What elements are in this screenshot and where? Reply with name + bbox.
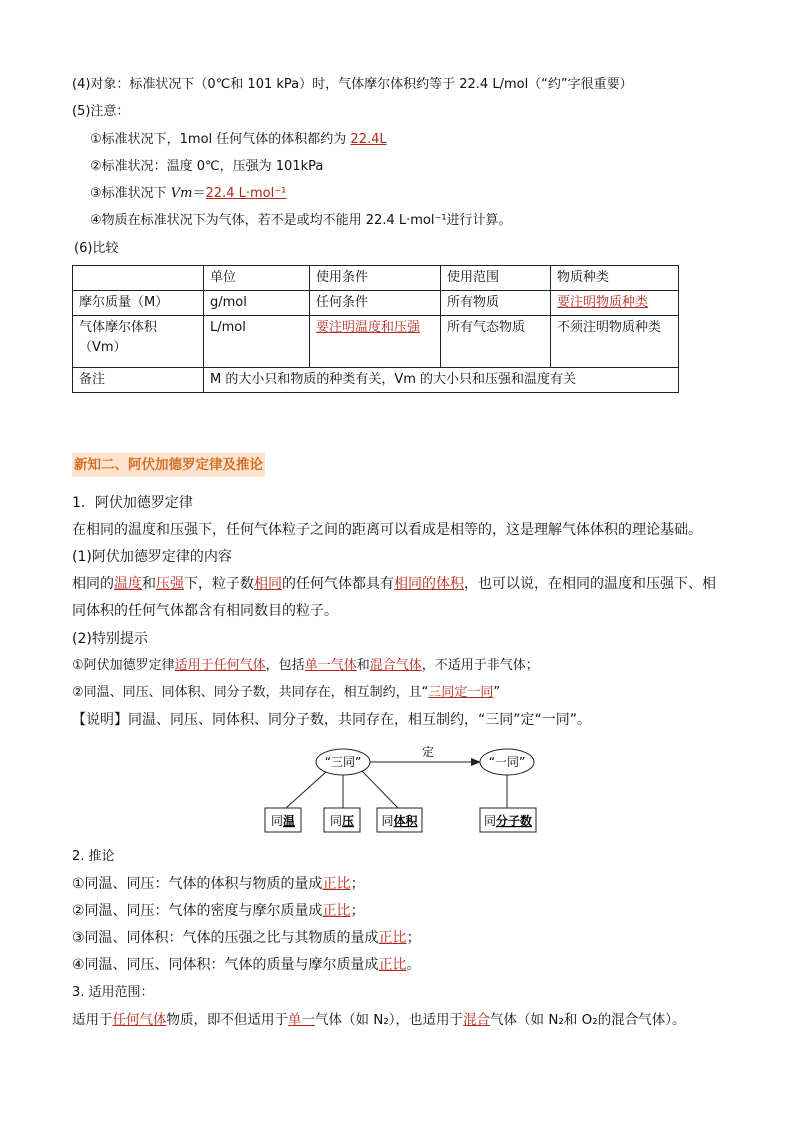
box-temp-label: 同温: [270, 814, 296, 828]
table-header-cell: [73, 266, 204, 291]
table-row: [73, 291, 679, 316]
note-item-3-text: ③标准状况下: [90, 186, 171, 201]
table-cell-highlight: 要注明温度和压强: [316, 320, 421, 335]
note-item-4-text: ④物质在标准状况下为气体，若不是或均不能用 22.4 L·mol⁻¹进行计算。: [90, 213, 512, 228]
tip-1: [72, 657, 539, 675]
text-seg: ；: [350, 876, 365, 892]
text-seg: 物质，即不但适用于: [166, 1012, 288, 1028]
section4-text: (4)对象：标准状况下（0℃和 101 kPa）时，气体摩尔体积约等于 22.4 L/mol（“约”字很重要）: [72, 77, 633, 92]
text-highlight: 任何气体: [112, 1012, 167, 1028]
text-seg: 适用于: [72, 1012, 113, 1028]
inference-3: [72, 929, 421, 947]
inference-1: [72, 875, 365, 893]
table-cell: [551, 291, 679, 316]
text-seg: ③同温、同体积：气体的压强之比与其物质的量成: [72, 930, 379, 946]
text-seg: ④同温、同压、同体积：气体的质量与摩尔质量成: [72, 957, 379, 973]
table-cell-highlight: 要注明物质种类: [557, 295, 649, 310]
text-seg: ，包括: [265, 658, 305, 673]
text-seg: ，也可以说，在相同的温度和压强下、相: [464, 576, 716, 592]
text-seg: ②同温、同压、同体积、同分子数，共同存在，相互制约，且“: [72, 685, 429, 700]
note-item-3: [90, 185, 286, 203]
table-cell: 所有物质: [441, 291, 551, 316]
box-molecules-label: 同分子数: [483, 814, 533, 828]
table-header-cell: 单位: [204, 266, 310, 291]
text-highlight: 单一气体: [304, 658, 357, 673]
text-seg: ①阿伏加德罗定律: [72, 658, 175, 673]
text-seg: 相同的: [72, 576, 114, 592]
table-cell: g/mol: [204, 291, 310, 316]
table-header-row: [73, 266, 679, 291]
table-cell: 气体摩尔体积（Vm）: [73, 316, 204, 368]
text-highlight: 单一: [288, 1012, 315, 1028]
part2-title: 2. 推论: [72, 849, 115, 864]
table-cell: 摩尔质量（M）: [73, 291, 204, 316]
explain-note: 【说明】同温、同压、同体积、同分子数，共同存在，相互制约，“三同”定“一同”。: [72, 712, 592, 728]
scope-text: [72, 1011, 685, 1029]
table-row: [73, 368, 679, 393]
section-heading: 新知二、阿伏加德罗定律及推论: [72, 453, 265, 477]
text-highlight: 相同: [254, 576, 282, 592]
text-seg: 气体（如 N₂和 O₂的混合气体）。: [490, 1012, 686, 1028]
text-seg: 和: [356, 658, 370, 673]
law-content-line-1: [72, 575, 716, 593]
note-item-1: [90, 131, 387, 149]
table-cell: [310, 316, 441, 368]
note-item-2: [90, 158, 323, 176]
comparison-table: [72, 265, 679, 393]
text-highlight: 压强: [156, 576, 184, 592]
arrow-label: 定: [421, 745, 435, 759]
table-cell: 备注: [73, 368, 204, 393]
table-cell: 所有气态物质: [441, 316, 551, 368]
three-determine-one-diagram: [258, 742, 548, 838]
table-note-cell: M 的大小只和物质的种类有关，Vm 的大小只和压强和温度有关: [204, 368, 679, 393]
text-highlight: 适用于任何气体: [174, 658, 266, 673]
inference-4: [72, 956, 421, 974]
part1-sub1: (1)阿伏加德罗定律的内容: [72, 549, 232, 565]
table-row: [73, 316, 679, 368]
text-highlight: 混合: [463, 1012, 491, 1028]
table-cell: 不须注明物质种类: [551, 316, 679, 368]
text-highlight: 相同的体积: [394, 576, 464, 592]
text-highlight: 温度: [114, 576, 142, 592]
text-highlight: 三同定一同: [428, 685, 494, 700]
text-seg: 的任何气体都具有: [282, 576, 394, 592]
text-highlight: 正比: [378, 930, 407, 946]
note-item-4: [90, 212, 512, 230]
law-content-line-2: 同体积的任何气体都含有相同数目的粒子。: [72, 603, 338, 619]
text-seg: 。: [406, 957, 421, 973]
text-seg: 和: [142, 576, 156, 592]
part1-intro: 在相同的温度和压强下，任何气体粒子之间的距离可以看成是相等的，这是理解气体体积的理论基础。: [72, 522, 702, 538]
part1-title: 1．阿伏加德罗定律: [72, 495, 193, 511]
part1-sub2: (2)特别提示: [72, 631, 148, 647]
section5-title: (5)注意：: [72, 104, 130, 119]
note-item-1-highlight: 22.4L: [350, 132, 387, 147]
note-item-2-text: ②标准状况：温度 0℃，压强为 101kPa: [90, 159, 324, 174]
note-item-3-highlight: 22.4 L·mol⁻¹: [205, 186, 287, 201]
left-node-label: “三同”: [324, 755, 362, 769]
tip-2: [72, 684, 500, 702]
vm-symbol: Vm: [170, 186, 193, 201]
text-highlight: 正比: [378, 957, 407, 973]
table-cell: 任何条件: [310, 291, 441, 316]
box-volume-label: 同体积: [381, 814, 418, 828]
connector-line: [286, 772, 326, 808]
table-header-cell: 物质种类: [551, 266, 679, 291]
table-header-cell: 使用条件: [310, 266, 441, 291]
right-node-label: “一同”: [488, 755, 526, 769]
box-pressure-label: 同压: [329, 814, 355, 828]
text-seg: ，不适用于非气体；: [421, 658, 539, 673]
text-seg: 气体（如 N₂），也适用于: [315, 1012, 464, 1028]
section6-title: (6)比较: [74, 241, 119, 256]
equals-sign: ＝: [192, 186, 206, 201]
text-seg: ”: [493, 685, 501, 700]
note-item-1-text: ①标准状况下，1mol 任何气体的体积都约为: [90, 132, 351, 147]
text-highlight: 正比: [322, 876, 351, 892]
part3-title: 3. 适用范围：: [72, 985, 154, 1000]
text-seg: ；: [406, 930, 421, 946]
connector-line: [362, 771, 398, 808]
table-cell: L/mol: [204, 316, 310, 368]
table-header-cell: 使用范围: [441, 266, 551, 291]
text-highlight: 混合气体: [369, 658, 422, 673]
text-seg: ①同温、同压：气体的体积与物质的量成: [72, 876, 323, 892]
text-seg: ②同温、同压：气体的密度与摩尔质量成: [72, 903, 323, 919]
text-highlight: 正比: [322, 903, 351, 919]
text-seg: 下，粒子数: [184, 576, 254, 592]
inference-2: [72, 902, 365, 920]
text-seg: ；: [350, 903, 365, 919]
